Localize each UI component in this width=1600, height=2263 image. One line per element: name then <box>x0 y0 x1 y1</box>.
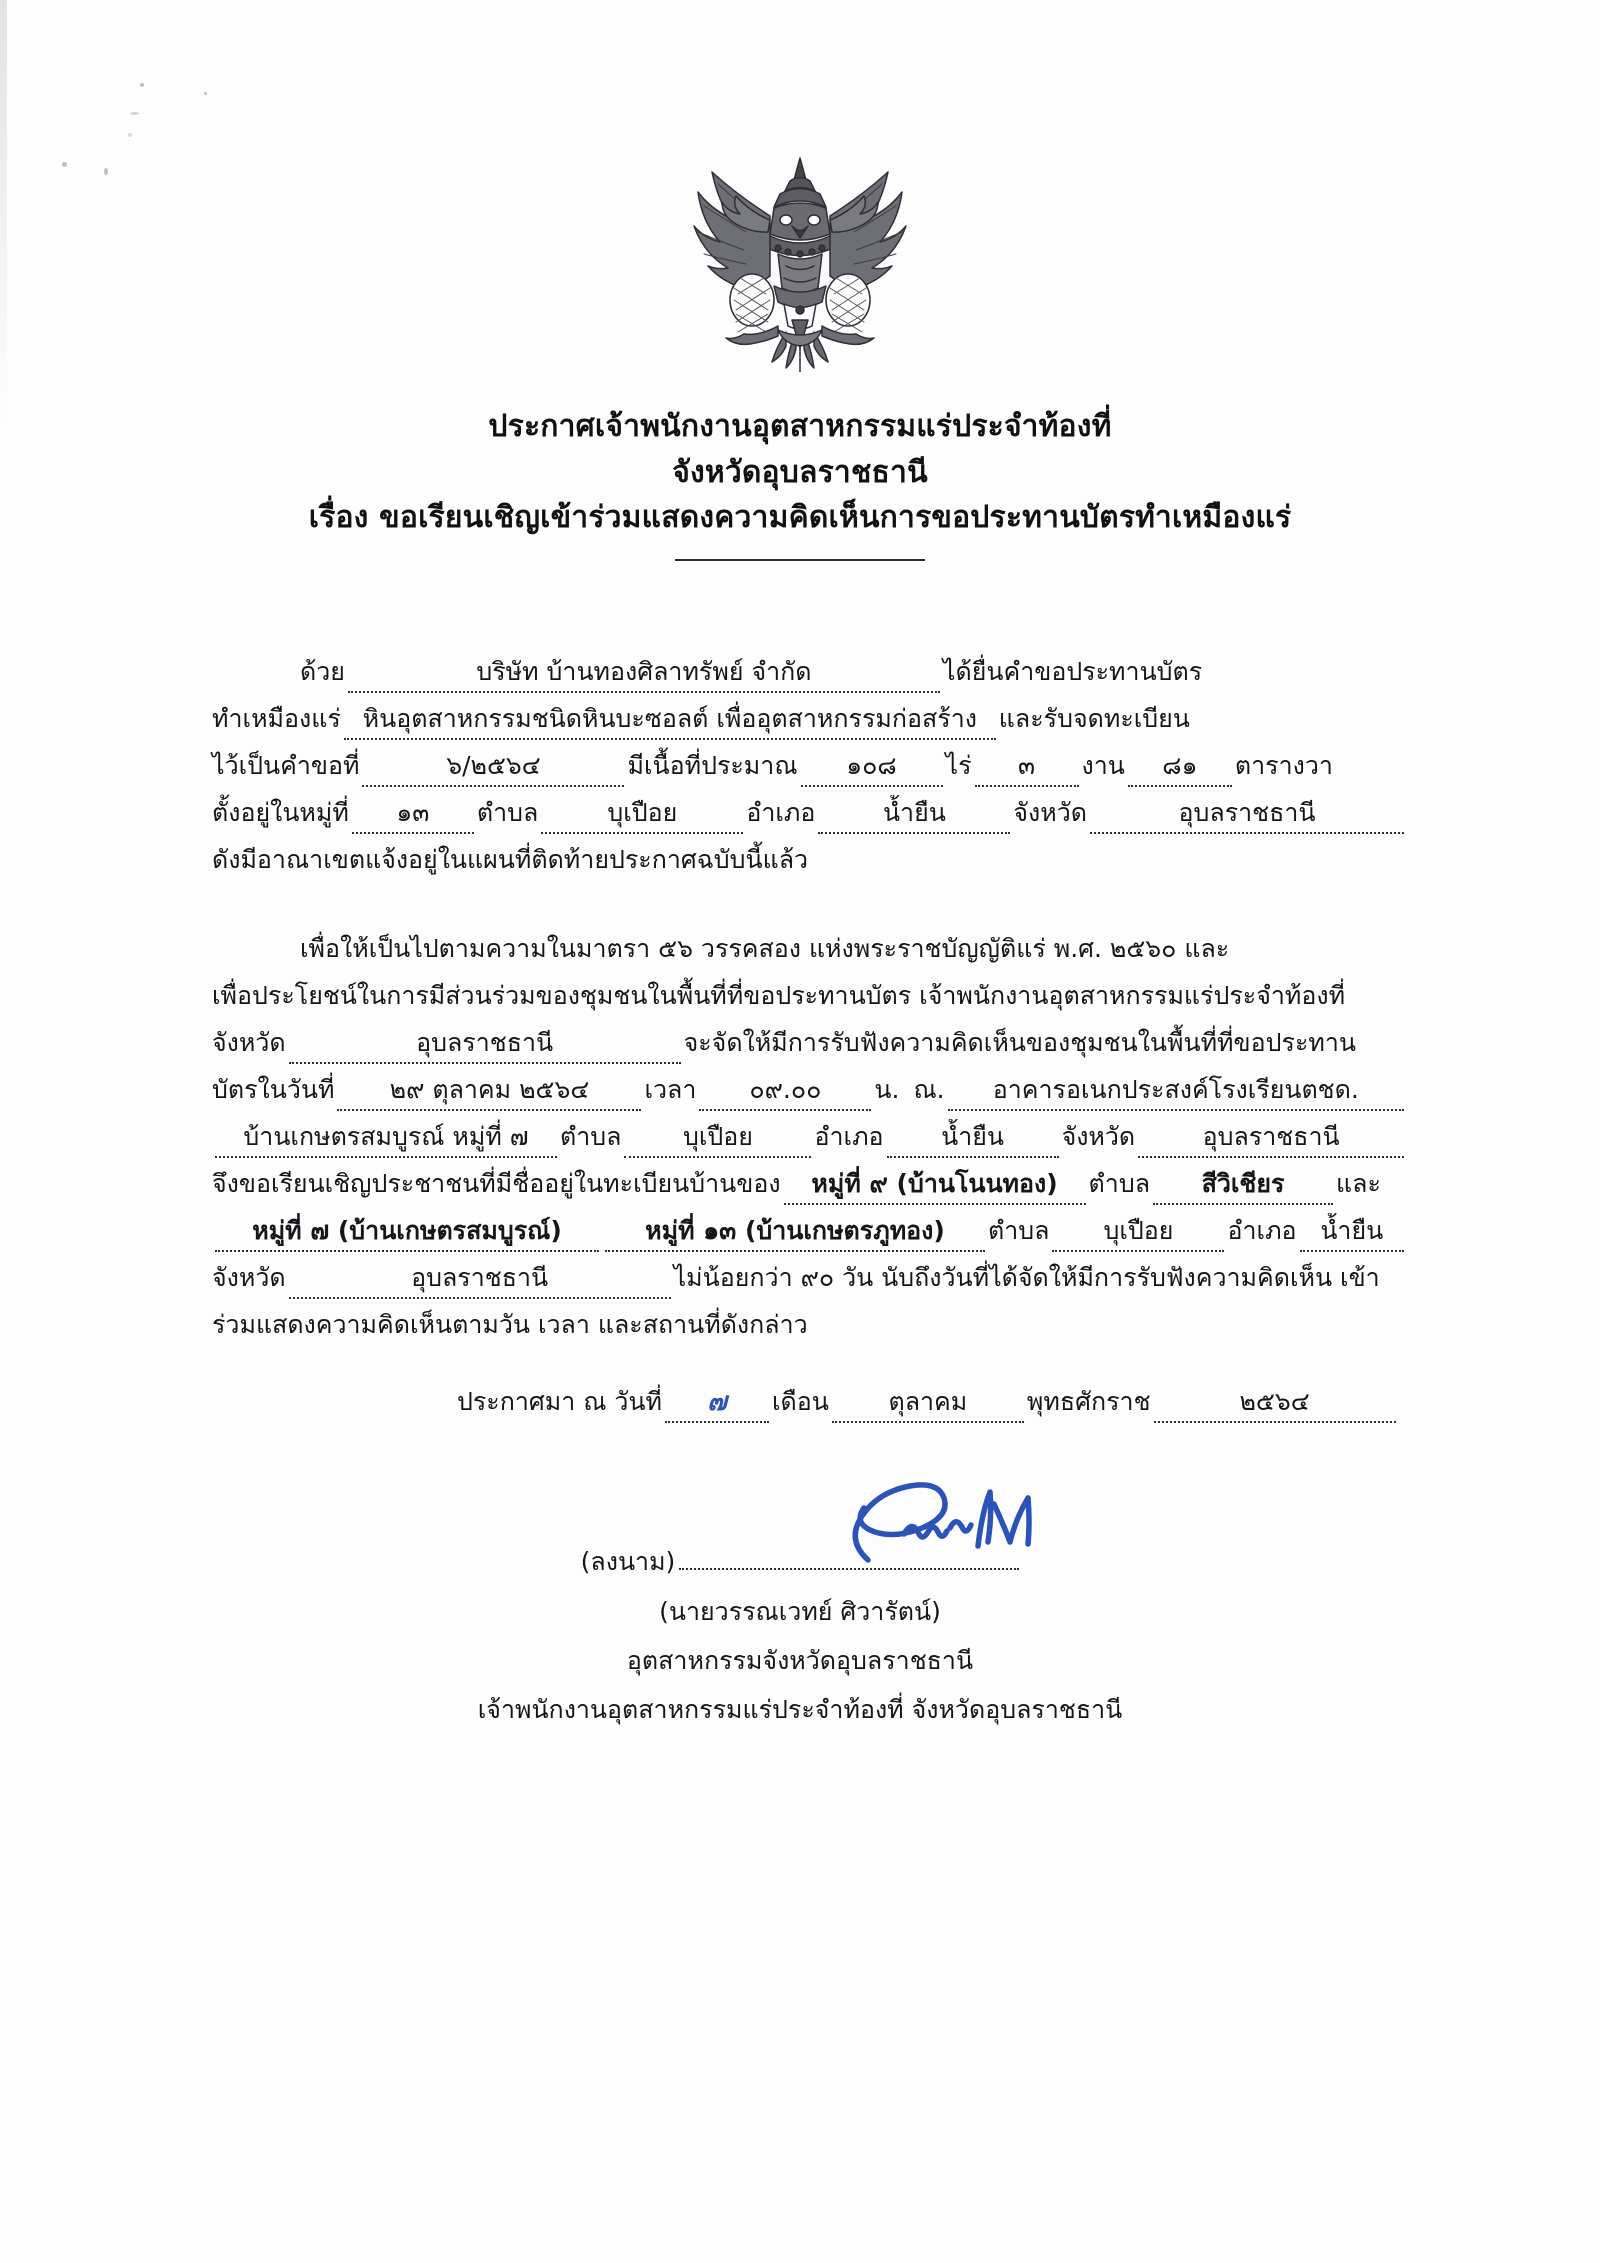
field-announce-day[interactable]: ๗ <box>665 1384 769 1423</box>
body-line-village-list <box>212 1207 1407 1254</box>
signer-name: (นายวรรณเวทย์ ศิวารัตน์) <box>659 1597 941 1626</box>
label-at-place: ณ. <box>913 1075 945 1104</box>
label-amphoe: อำเภอ <box>746 798 816 827</box>
field-village-moo9[interactable]: หมู่ที่ ๙ (บ้านโนนทอง) <box>784 1166 1086 1205</box>
body-line-applicant <box>212 648 1407 695</box>
text-hearing-arrangement: จะจัดให้มีการรับฟังความคิดเห็นของชุมชนในพื้นที่ที่ขอประทาน <box>683 1028 1356 1057</box>
body-line-mineral <box>212 695 1407 742</box>
text-law-reference: เพื่อให้เป็นไปตามความในมาตรา ๕๖ วรรคสอง แห่งพระราชบัญญัติแร่ พ.ศ. ๒๕๖๐ และ <box>300 934 1230 963</box>
label-duai: ด้วย <box>300 657 345 686</box>
scan-speck <box>130 112 139 115</box>
label-area-approx: มีเนื้อที่ประมาณ <box>627 751 798 780</box>
signer-position-2: เจ้าพนักงานอุตสาหกรรมแร่ประจำท้องที่ จังหวัดอุบลราชธานี <box>477 1695 1123 1724</box>
unit-rai: ไร่ <box>945 751 972 780</box>
field-area-rai[interactable]: ๑๐๘ <box>801 748 943 787</box>
field-hearing-province[interactable]: อุบลราชธานี <box>289 1025 681 1064</box>
body-line-law-reference <box>212 925 1407 972</box>
text-boundary-note: ดังมีอาณาเขตแจ้งอยู่ในแผนที่ติดท้ายประกาศฉบับนี้แล้ว <box>212 845 809 874</box>
text-residency-period: ไม่น้อยกว่า ๙๐ วัน นับถึงวันที่ได้จัดให้มีการรับฟังความคิดเห็น เข้า <box>673 1263 1380 1292</box>
label-changwat: จังหวัด <box>1013 798 1088 827</box>
document-heading <box>0 404 1600 561</box>
field-moo9-tambon[interactable]: สีวิเชียร <box>1153 1166 1333 1205</box>
text-closing: ร่วมแสดงความคิดเห็นตามวัน เวลา และสถานที่ดังกล่าว <box>212 1310 808 1339</box>
body-line-announce-date <box>212 1378 1407 1425</box>
field-village-moo13[interactable]: หมู่ที่ ๑๓ (บ้านเกษตรภูทอง) <box>605 1213 985 1252</box>
label-buddhist-year: พุทธศักราช <box>1026 1387 1151 1416</box>
field-village-moo7[interactable]: หมู่ที่ ๗ (บ้านเกษตรสมบูรณ์) <box>215 1213 599 1252</box>
scan-speck <box>128 133 132 137</box>
field-hearing-date[interactable]: ๒๙ ตุลาคม ๒๕๖๔ <box>337 1072 641 1111</box>
body-line-location <box>212 789 1407 836</box>
field-villages-tambon[interactable]: บุเปือย <box>1052 1213 1224 1252</box>
heading-line-1: ประกาศเจ้าพนักงานอุตสาหกรรมแร่ประจำท้องที่ <box>488 409 1112 444</box>
field-area-wa[interactable]: ๘๑ <box>1128 748 1232 787</box>
label-venue-tambon: ตำบล <box>560 1122 622 1151</box>
field-changwat[interactable]: อุบลราชธานี <box>1090 795 1404 834</box>
signature-block <box>0 1538 1600 1730</box>
signature-row <box>0 1538 1600 1582</box>
text-invite-residents: จึงขอเรียนเชิญประชาชนที่มีชื่ออยู่ในทะเบียนบ้านของ <box>212 1169 781 1198</box>
label-request-no: ไว้เป็นคำขอที่ <box>212 751 360 780</box>
signature-line[interactable] <box>679 1538 1019 1570</box>
label-venue-changwat: จังหวัด <box>1061 1122 1136 1151</box>
label-na: น. <box>874 1075 900 1104</box>
body-line-community-purpose <box>212 972 1407 1019</box>
body-line-closing <box>212 1301 1407 1348</box>
body-line-boundary-note <box>212 836 1407 883</box>
field-applicant-name[interactable]: บริษัท บ้านทองศิลาทรัพย์ จำกัด <box>348 654 940 693</box>
garuda-emblem-container <box>0 150 1600 372</box>
field-residency-province[interactable]: อุบลราชธานี <box>289 1260 671 1299</box>
label-residency-province: จังหวัด <box>212 1263 286 1292</box>
text-and: และ <box>1336 1169 1381 1198</box>
field-villages-amphoe[interactable]: น้ำยืน <box>1300 1213 1404 1252</box>
field-venue[interactable]: อาคารอเนกประสงค์โรงเรียนตชด. <box>948 1072 1404 1111</box>
label-mining: ทำเหมืองแร่ <box>212 704 341 733</box>
text-after-mineral: และรับจดทะเบียน <box>998 704 1190 733</box>
field-moo[interactable]: ๑๓ <box>352 795 474 834</box>
label-located-moo: ตั้งอยู่ในหมู่ที่ <box>212 798 349 827</box>
body-line-invite-residents <box>212 1160 1407 1207</box>
field-announce-year[interactable]: ๒๕๖๔ <box>1154 1384 1396 1423</box>
label-hearing-time: เวลา <box>644 1075 697 1104</box>
field-mineral-type[interactable]: หินอุตสาหกรรมชนิดหินบะซอลต์ เพื่ออุตสาหกรรมก่อสร้าง <box>344 701 996 740</box>
signer-position-1: อุตสาหกรรมจังหวัดอุบลราชธานี <box>626 1646 974 1675</box>
label-villages-amphoe: อำเภอ <box>1227 1216 1297 1245</box>
field-amphoe[interactable]: น้ำยืน <box>818 795 1010 834</box>
heading-subject-line: เรื่อง ขอเรียนเชิญเข้าร่วมแสดงความคิดเห็นการขอประทานบัตรทำเหมืองแร่ <box>308 500 1292 536</box>
field-venue-amphoe[interactable]: น้ำยืน <box>887 1119 1059 1158</box>
heading-line-2: จังหวัดอุบลราชธานี <box>672 454 928 490</box>
field-hearing-time[interactable]: ๐๙.๐๐ <box>699 1072 871 1111</box>
unit-ngan: งาน <box>1081 751 1125 780</box>
field-venue-tambon[interactable]: บุเปือย <box>624 1119 811 1158</box>
scan-speck <box>140 83 144 87</box>
text-after-applicant: ได้ยื่นคำขอประทานบัตร <box>942 657 1203 686</box>
body-line-hearing-datetime <box>212 1066 1407 1113</box>
label-announced-on: ประกาศมา ณ วันที่ <box>457 1387 662 1416</box>
field-announce-month[interactable]: ตุลาคม <box>832 1384 1024 1423</box>
field-venue-changwat[interactable]: อุบลราชธานี <box>1138 1119 1404 1158</box>
label-moo9-tambon: ตำบล <box>1088 1169 1151 1198</box>
label-tambon: ตำบล <box>476 798 539 827</box>
body-line-request-area <box>212 742 1407 789</box>
heading-divider <box>675 559 925 561</box>
scan-speck <box>204 92 207 95</box>
body-line-province-hearing <box>212 1019 1407 1066</box>
field-area-ngan[interactable]: ๓ <box>975 748 1079 787</box>
label-venue-amphoe: อำเภอ <box>814 1122 884 1151</box>
label-month: เดือน <box>771 1387 829 1416</box>
field-venue-village[interactable]: บ้านเกษตรสมบูรณ์ หมู่ที่ ๗ <box>215 1119 557 1158</box>
document-body <box>212 648 1407 1425</box>
label-signed: (ลงนาม) <box>580 1547 676 1576</box>
label-villages-tambon: ตำบล <box>988 1216 1050 1245</box>
field-tambon[interactable]: บุเปือย <box>541 795 743 834</box>
body-line-residency-period <box>212 1254 1407 1301</box>
text-community-purpose: เพื่อประโยชน์ในการมีส่วนร่วมของชุมชนในพื้นที่ที่ขอประทานบัตร เจ้าพนักงานอุตสาหกรรมแร่ประจำท้องที่ <box>212 981 1346 1010</box>
body-line-venue-address <box>212 1113 1407 1160</box>
unit-tarangwa: ตารางวา <box>1234 751 1333 780</box>
label-province-hearing: จังหวัด <box>212 1028 286 1057</box>
field-request-number[interactable]: ๖/๒๕๖๔ <box>362 748 624 787</box>
label-hearing-date: บัตรในวันที่ <box>212 1075 335 1104</box>
garuda-emblem <box>674 150 926 372</box>
